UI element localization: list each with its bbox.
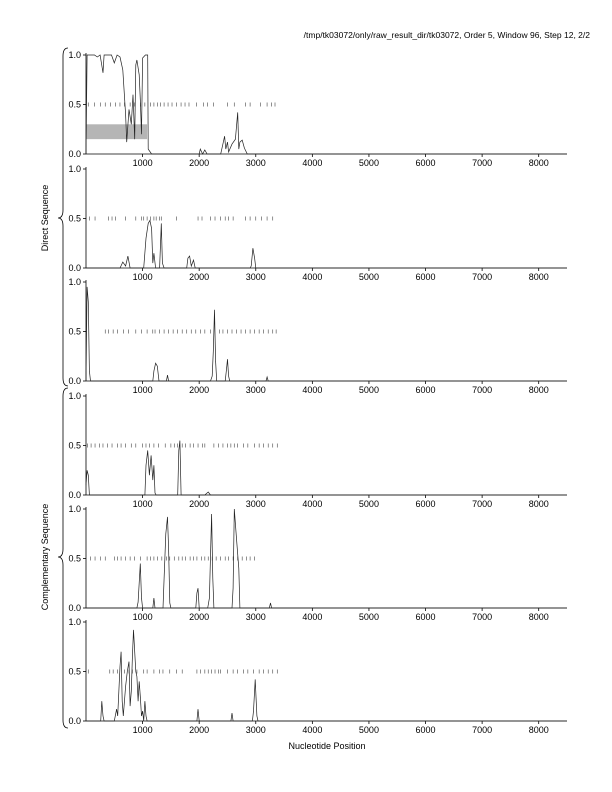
- x-tick-label: 1000: [132, 499, 153, 509]
- y-tick-label: 1.0: [68, 277, 81, 287]
- coding-potential-line: [86, 55, 567, 154]
- group-label-complementary: Complementary Sequence: [40, 503, 50, 611]
- x-tick-label: 2000: [189, 272, 210, 282]
- y-tick-label: 0.5: [68, 666, 81, 677]
- panel-2: [68, 164, 567, 282]
- x-tick-label: 8000: [528, 272, 549, 282]
- y-tick-label: 1.0: [68, 164, 81, 174]
- y-tick-label: 0.0: [68, 716, 81, 726]
- x-tick-label: 7000: [472, 272, 493, 282]
- panel-1: [68, 50, 567, 168]
- x-tick-label: 1000: [132, 725, 153, 735]
- x-tick-label: 7000: [472, 158, 493, 168]
- x-tick-label: 6000: [415, 612, 436, 622]
- coding-potential-line: [86, 287, 567, 381]
- x-tick-label: 5000: [358, 612, 379, 622]
- y-tick-label: 0.0: [68, 490, 81, 500]
- x-tick-label: 6000: [415, 272, 436, 282]
- x-tick-label: 1000: [132, 158, 153, 168]
- coding-region-box: [86, 124, 147, 139]
- x-tick-label: 3000: [245, 612, 266, 622]
- coding-potential-line: [86, 221, 567, 269]
- x-tick-label: 3000: [245, 385, 266, 395]
- y-tick-label: 0.5: [68, 326, 81, 337]
- panel-4: [68, 391, 567, 509]
- coding-potential-line: [86, 441, 567, 495]
- x-tick-label: 8000: [528, 612, 549, 622]
- x-tick-label: 3000: [245, 499, 266, 509]
- y-tick-label: 1.0: [68, 391, 81, 401]
- group-label-direct: Direct Sequence: [40, 184, 50, 252]
- x-tick-label: 7000: [472, 612, 493, 622]
- panels-layer: [68, 50, 567, 735]
- x-tick-label: 8000: [528, 158, 549, 168]
- panel-5: [68, 504, 567, 622]
- x-tick-label: 4000: [302, 158, 323, 168]
- x-axis-label: Nucleotide Position: [288, 741, 366, 751]
- y-tick-label: 1.0: [68, 617, 81, 627]
- panel-3: [68, 277, 567, 395]
- y-tick-label: 0.0: [68, 149, 81, 159]
- y-tick-label: 0.0: [68, 376, 81, 386]
- x-tick-label: 1000: [132, 272, 153, 282]
- y-tick-label: 0.5: [68, 440, 81, 451]
- x-tick-label: 3000: [245, 272, 266, 282]
- x-tick-label: 4000: [302, 385, 323, 395]
- x-tick-label: 5000: [358, 385, 379, 395]
- panel-6: [68, 617, 567, 735]
- x-tick-label: 1000: [132, 612, 153, 622]
- x-tick-label: 2000: [189, 385, 210, 395]
- y-tick-label: 0.0: [68, 263, 81, 273]
- x-tick-label: 5000: [358, 499, 379, 509]
- x-tick-label: 3000: [245, 158, 266, 168]
- x-tick-label: 8000: [528, 725, 549, 735]
- x-tick-label: 6000: [415, 725, 436, 735]
- x-tick-label: 2000: [189, 499, 210, 509]
- y-tick-label: 1.0: [68, 504, 81, 514]
- x-tick-label: 6000: [415, 385, 436, 395]
- complementary-sequence-bracket: [58, 388, 68, 728]
- y-tick-label: 0.0: [68, 603, 81, 613]
- x-tick-label: 2000: [189, 725, 210, 735]
- x-tick-label: 8000: [528, 499, 549, 509]
- x-tick-label: 5000: [358, 725, 379, 735]
- x-tick-label: 3000: [245, 725, 266, 735]
- x-tick-label: 5000: [358, 158, 379, 168]
- x-tick-label: 4000: [302, 725, 323, 735]
- y-tick-label: 0.5: [68, 553, 81, 564]
- x-tick-label: 2000: [189, 612, 210, 622]
- coding-potential-line: [86, 630, 567, 721]
- x-tick-label: 5000: [358, 272, 379, 282]
- x-tick-label: 4000: [302, 272, 323, 282]
- x-tick-label: 2000: [189, 158, 210, 168]
- y-tick-label: 1.0: [68, 50, 81, 60]
- y-tick-label: 0.5: [68, 99, 81, 110]
- y-tick-label: 0.5: [68, 213, 81, 224]
- x-tick-label: 7000: [472, 499, 493, 509]
- x-tick-label: 1000: [132, 385, 153, 395]
- x-tick-label: 4000: [302, 612, 323, 622]
- x-tick-label: 8000: [528, 385, 549, 395]
- direct-sequence-bracket: [58, 48, 68, 386]
- x-tick-label: 6000: [415, 499, 436, 509]
- page-header: /tmp/tk03072/only/raw_result_dir/tk03072, Order 5, Window 96, Step 12, 2/2: [303, 30, 590, 40]
- x-tick-label: 7000: [472, 725, 493, 735]
- group-brackets: [58, 48, 68, 728]
- coding-potential-line: [86, 509, 567, 608]
- x-tick-label: 6000: [415, 158, 436, 168]
- x-tick-label: 4000: [302, 499, 323, 509]
- x-tick-label: 7000: [472, 385, 493, 395]
